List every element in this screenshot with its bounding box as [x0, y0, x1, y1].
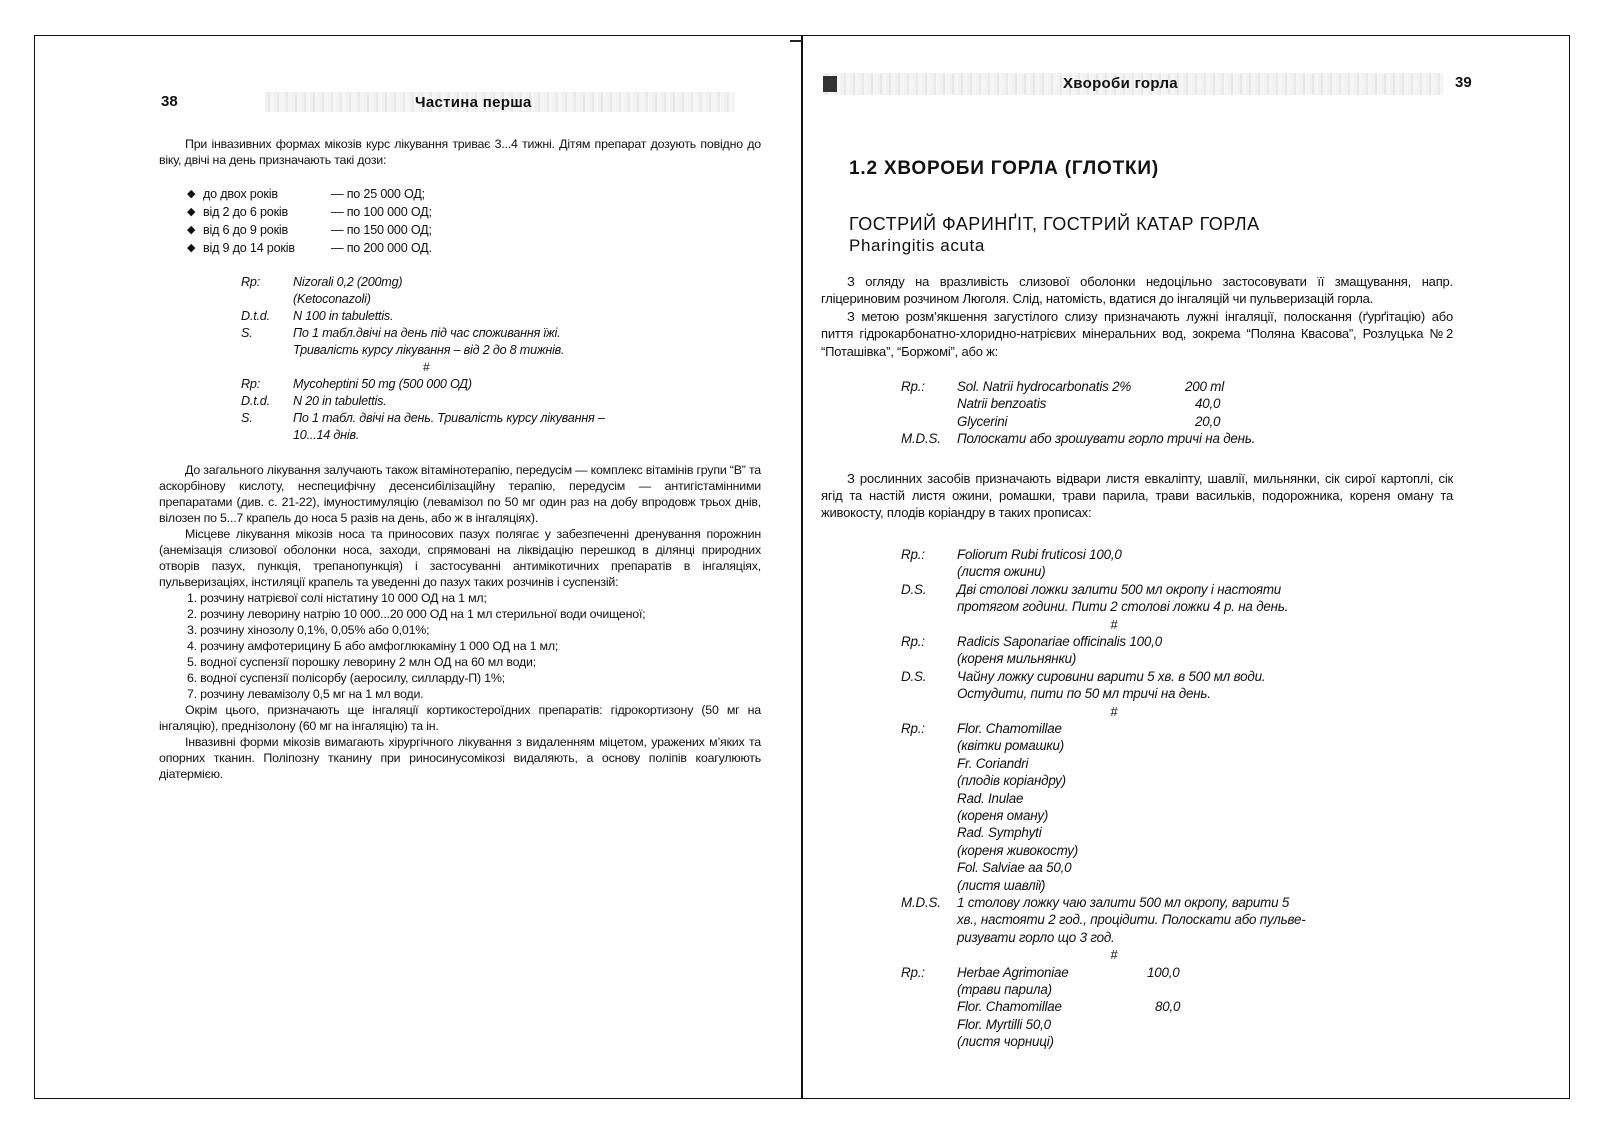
rx-separator: # [1110, 703, 1118, 719]
rx-amount: 80,0 [1155, 999, 1181, 1015]
rx-label [901, 929, 957, 946]
rx-label [901, 395, 957, 412]
rx-label: M.D.S. [901, 895, 941, 910]
dose-age: від 9 до 14 років [203, 241, 295, 255]
rx-text: Дві столові ложки залити 500 мл окропу і настояти [957, 581, 1282, 597]
dose-value: — по 100 000 ОД; [331, 205, 432, 219]
rx-label: M.D.S. [901, 431, 941, 447]
rx-label [901, 998, 957, 1015]
rx-text: Fol. Salviae aa 50,0 [957, 860, 1072, 876]
rx-label [901, 772, 957, 789]
rx-label [901, 790, 957, 807]
rx-label: D.S. [901, 581, 927, 597]
herbal-paragraph: З рослинних засобів призначають відвари листя евкаліпту, шавлії, мильнянки, сік сирої картоплі, сік ягід та настій листя ожини, ромашки, трави парила, трави васильків, подорожника, кореня оману та живокосту, плодів коріандру в таких прописах: [821, 470, 1453, 521]
rx-text: Flor. Myrtilli 50,0 [957, 1016, 1051, 1032]
section-title: 1.2 ХВОРОБИ ГОРЛА (ГЛОТКИ) [849, 158, 1160, 179]
rx-line [957, 964, 1341, 981]
dose-age: до двох років [203, 187, 278, 201]
rx-text: (листя ожини) [957, 564, 1046, 580]
rx-separator: # [1110, 947, 1118, 963]
disease-latin-name: Pharingitis acuta [849, 236, 985, 255]
rx-separator: # [1110, 616, 1118, 632]
list-item: 1. розчину натрієвої солі ністатину 10 000 ОД на 1 мл; [187, 591, 487, 605]
bullet-icon: ◆ [187, 188, 196, 200]
list-item: 4. розчину амфотерицину Б або амфоглюкаміну 1 000 ОД на 1 мл; [187, 639, 559, 653]
bullet-icon: ◆ [187, 206, 196, 218]
rx-label: Rp: [241, 275, 260, 289]
right-body [821, 273, 1453, 1051]
rx-text: (листя чорниці) [957, 1034, 1054, 1050]
running-header: Хвороби горла [1063, 75, 1178, 92]
rx-text: По 1 табл.двічі на день під час споживання їжі. [293, 326, 561, 340]
rx-text: Тривалість курсу лікування – від 2 до 8 тижнів. [293, 343, 565, 357]
rx-text: (трави парила) [957, 982, 1052, 998]
rx-text: (плодів коріандру) [957, 773, 1066, 789]
rx-label [901, 877, 957, 894]
rx-label [241, 427, 293, 444]
rx-line [957, 998, 1341, 1015]
rx-label [901, 1016, 957, 1033]
rx-text: (кореня живокосту) [957, 842, 1079, 858]
rx-line [957, 378, 1321, 395]
intro-paragraph: При інвазивних формах мікозів курс лікування триває 3...4 тижні. Дітям препарат дозують повідно до віку, двічі на день призначають такі дози: [159, 137, 761, 167]
bullet-icon: ◆ [187, 242, 196, 254]
rx-text: Flor. Chamomillae [957, 999, 1062, 1015]
rx-text: (кореня мильнянки) [957, 651, 1077, 667]
rx-amount: 200 ml [1185, 379, 1224, 395]
intro-paragraph: З огляду на вразливість слизової оболонки недоцільно застосовувати її змащування, напр. гліцериновим розчином Люголя. Слід, натомість, вдатися до інгаляцій чи пульверизацій горла. [821, 274, 1453, 307]
local-treatment-paragraph: Місцеве лікування мікозів носа та приносових пазух полягає у забезпеченні дренування порожнин (анемізація слизової оболонки носа, заходи, спрямовані на ліквідацію перешкод в ділянці природних отворів пазух, пункція, трепанопункція) і застосуванні антимікотичних препаратів в інгаляціях, пульверизаціях, інстиляції крапель та уведенні до пазух таких розчинів і суспензій: [159, 527, 761, 589]
list-item: 7. розчину левамізолу 0,5 мг на 1 мл води. [187, 687, 424, 701]
header-marker-icon [823, 76, 837, 92]
rx-label: Rp.: [901, 964, 925, 980]
rx-text: Glycerini [957, 413, 1008, 429]
solutions-list [159, 590, 761, 702]
rx-text: хв., настояти 2 год., процідити. Полоскати або пульве- [957, 912, 1306, 928]
rx-label: D.t.d. [241, 309, 270, 323]
dose-value: — по 200 000 ОД. [331, 241, 432, 255]
left-page [34, 35, 802, 1099]
rx-label: Rp.: [901, 720, 925, 736]
invasive-paragraph: Інвазивні форми мікозів вимагають хірургічного лікування з видаленням міцетом, уражених м’яких та опорних тканин. Поліпозну тканину при риносинусомікозі видаляють, а основу поліпів коагулюють діатермією. [159, 735, 761, 781]
rx-text: (Ketoconazoli) [293, 292, 371, 306]
rx-label [241, 342, 293, 359]
rx-text: Radicis Saponariae officinalis 100,0 [957, 633, 1162, 649]
rx-text: Остудити, пити по 50 мл тричі на день. [957, 686, 1211, 702]
running-header: Частина перша [415, 94, 532, 111]
rx-amount: 40,0 [1195, 396, 1221, 412]
rx-text: Sol. Natrii hydrocarbonatis 2% [957, 379, 1132, 395]
disease-title: ГОСТРИЙ ФАРИНҐІТ, ГОСТРИЙ КАТАР ГОРЛА [849, 214, 1260, 234]
rx-label [901, 563, 957, 580]
rx-label [901, 650, 957, 667]
rx-text: 10...14 днів. [293, 428, 360, 442]
dose-value: — по 25 000 ОД; [331, 187, 425, 201]
rx-label: Rp: [241, 377, 260, 391]
dose-value: — по 150 000 ОД; [331, 223, 432, 237]
rx-text: Nizorali 0,2 (200mg) [293, 275, 403, 289]
rx-amount: 100,0 [1147, 964, 1180, 980]
herbal-prescriptions [901, 546, 1341, 1051]
rx-label [901, 737, 957, 754]
rx-line [957, 395, 1321, 412]
rx-label: Rp.: [901, 633, 925, 649]
prescription-block [241, 274, 761, 444]
rx-text: N 20 in tabulettis. [293, 394, 387, 408]
dose-age: від 2 до 6 років [203, 205, 288, 219]
rx-text: Полоскати або зрошувати горло тричі на день. [957, 431, 1256, 447]
rx-label [901, 911, 957, 928]
rx-text: Flor. Chamomillae [957, 720, 1062, 736]
rx-line [957, 413, 1321, 430]
right-page [802, 35, 1570, 1099]
rx-text: Natrii benzoatis [957, 396, 1047, 412]
rx-text: Rad. Inulae [957, 790, 1024, 806]
rx-text: (квітки ромашки) [957, 738, 1065, 754]
rx-label [901, 824, 957, 841]
rx-label [901, 413, 957, 430]
rx-text: Fr. Coriandri [957, 755, 1029, 771]
list-item: 2. розчину леворину натрію 10 000...20 000 ОД на 1 мл стерильної води очищеної; [187, 607, 646, 621]
rx-text: (кореня оману) [957, 807, 1049, 823]
rx-text: ризувати горло що 3 год. [957, 929, 1115, 945]
rx-label [901, 1033, 957, 1050]
rx-label [901, 859, 957, 876]
rx-label [901, 685, 957, 702]
rx-label [901, 981, 957, 998]
mucus-paragraph: З метою розм’якшення загустілого слизу призначають лужні інгаляції, полоскання (ґурґітацію) або пиття гідрокарбонатно-хлоридно-натрієвих мінеральних вод, зокрема “Поляна Квасова”, Розлуцька №2 “Поташівка”, “Боржомі”, або ж: [821, 308, 1453, 359]
rx-label: S. [241, 411, 253, 425]
rx-label [901, 598, 957, 615]
rx-label [241, 291, 293, 308]
general-treatment-paragraph: До загального лікування залучають також вітамінотерапію, передусім — комплекс вітамінів групи “В” та аскорбінову кислоту, неспецифічну десенсибілізаційну терапію, передусім — антигістамінними препаратами (див. с. 21-22), імуностимуляцію (левамізол по 50 мг один раз на добу впродовж трьох днів, вілозен по 5...7 крапель до носа 5 разів на день, або ж в інгаляціях). [159, 463, 761, 525]
rx-text: Чайну ложку сировини варити 5 хв. в 500 мл води. [957, 668, 1266, 684]
rx-label: Rp.: [901, 379, 925, 395]
page-number: 38 [161, 93, 178, 110]
list-item: 5. водної суспензії порошку леворину 2 млн ОД на 60 мл води; [187, 655, 536, 669]
rx-amount: 20,0 [1195, 413, 1221, 429]
rx-text: Mycoheptini 50 mg (500 000 ОД) [293, 377, 472, 391]
prescription-block [901, 378, 1321, 448]
rx-label [901, 755, 957, 772]
rx-text: Herbae Agrimoniae [957, 964, 1069, 980]
page-number: 39 [1455, 74, 1472, 91]
list-item: 3. розчину хінозолу 0,1%, 0,05% або 0,01%; [187, 623, 430, 637]
rx-label [901, 842, 957, 859]
rx-label: S. [241, 326, 253, 340]
rx-text: Foliorum Rubi fruticosi 100,0 [957, 546, 1122, 562]
rx-separator: # [423, 360, 430, 374]
rx-text: 1 столову ложку чаю залити 500 мл окропу, варити 5 [957, 895, 1290, 910]
rx-label: D.t.d. [241, 394, 270, 408]
inhalation-paragraph: Окрім цього, призначають ще інгаляції кортикостероїдних препаратів: гідрокортизону (50 мг на інгаляцію), преднізолону (60 мг на інгаляцію) та ін. [159, 703, 761, 733]
rx-text: (листя шавлії) [957, 877, 1046, 893]
rx-text: По 1 табл. двічі на день. Тривалість курсу лікування – [293, 411, 605, 425]
dose-list [187, 186, 761, 256]
dose-age: від 6 до 9 років [203, 223, 288, 237]
rx-label: D.S. [901, 668, 927, 684]
list-item: 6. водної суспензії полісорбу (аеросилу, силларду-П) 1%; [187, 671, 505, 685]
rx-label: Rp.: [901, 546, 925, 562]
bullet-icon: ◆ [187, 224, 196, 236]
left-body [159, 136, 761, 782]
rx-text: протягом години. Пити 2 столові ложки 4 р. на день. [957, 599, 1289, 615]
rx-label [901, 807, 957, 824]
rx-text: N 100 in tabulettis. [293, 309, 394, 323]
rx-text: Rad. Symphyti [957, 825, 1042, 841]
